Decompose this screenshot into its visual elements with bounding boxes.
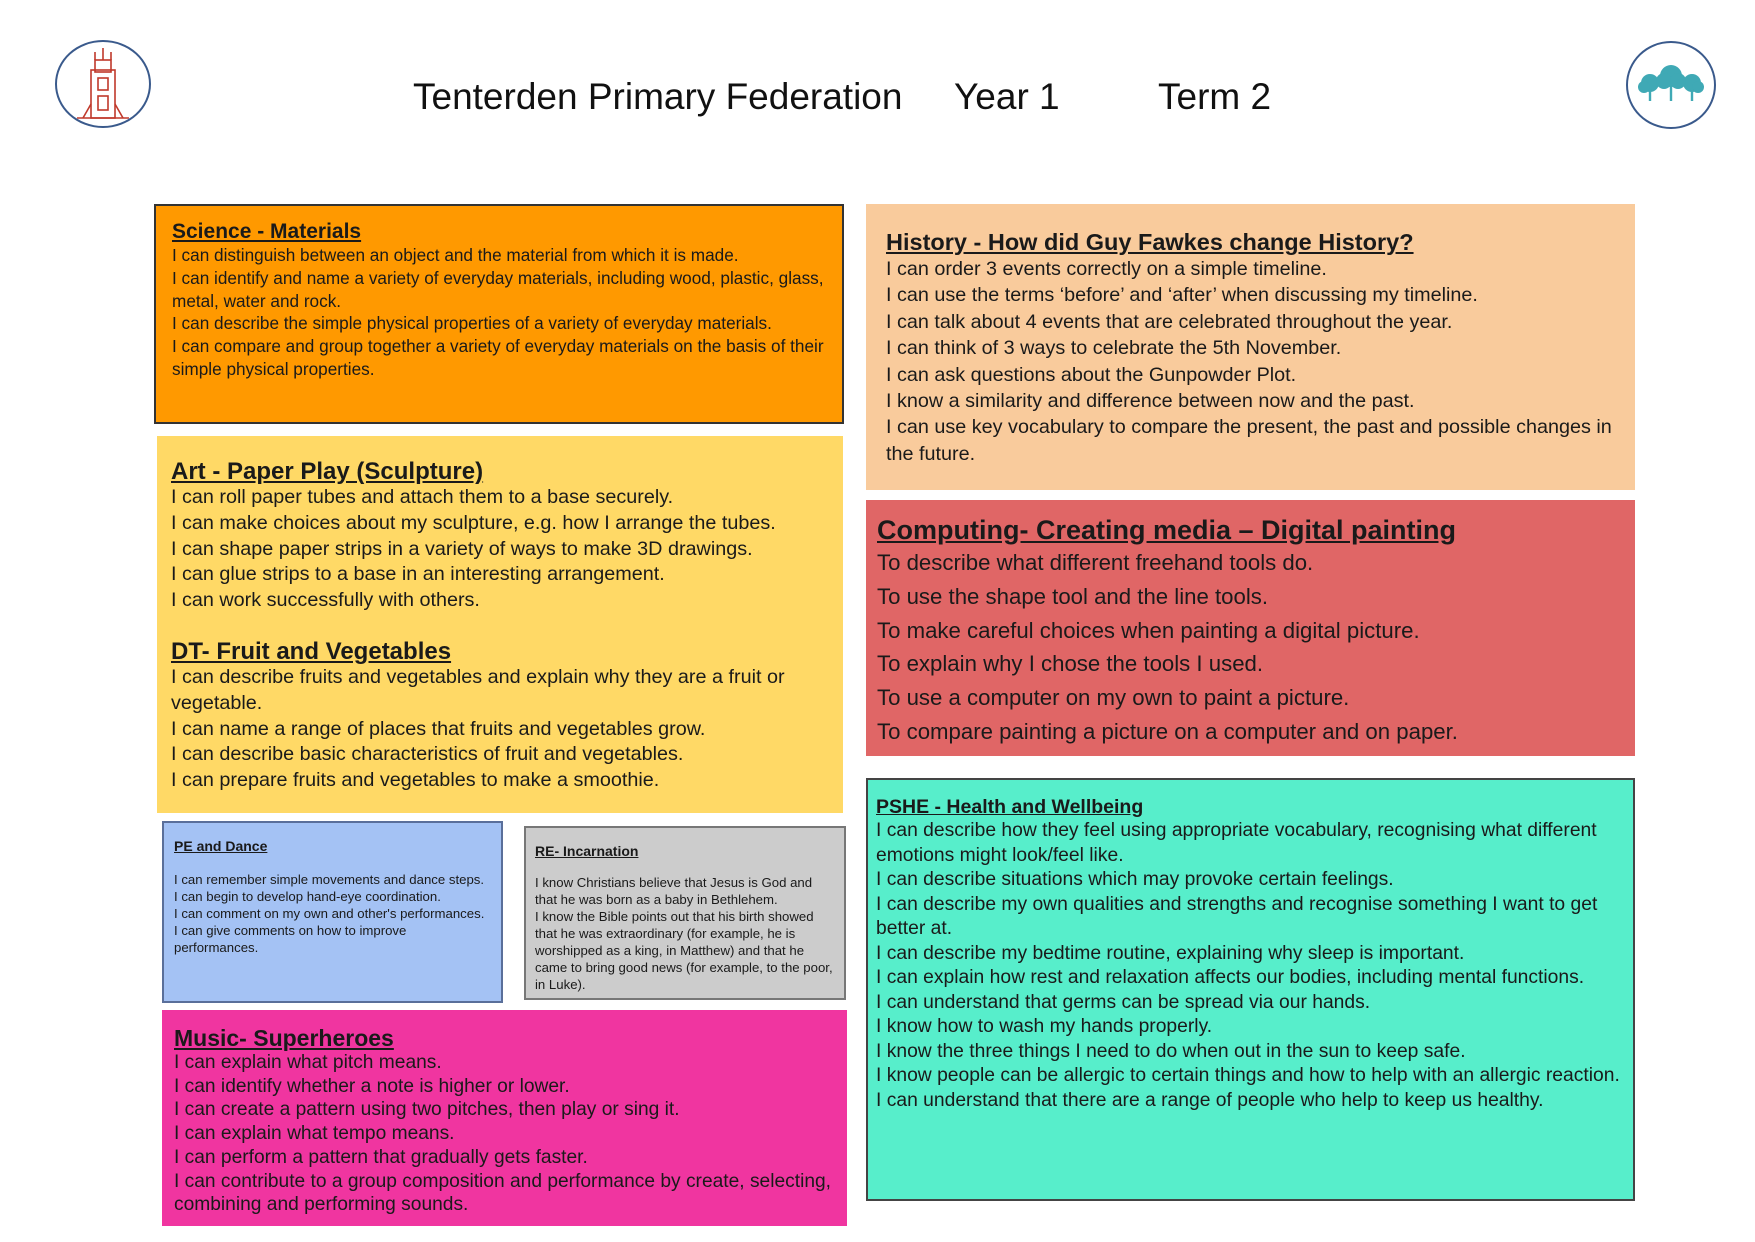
music-box	[162, 1010, 847, 1226]
list-item: I know how to wash my hands properly.	[876, 1016, 1213, 1037]
list-item: I can identify whether a note is higher or lower.	[174, 1075, 570, 1097]
art-list	[171, 485, 829, 614]
computing-list	[877, 546, 1624, 749]
list-item: I know people can be allergic to certain things and how to help with an allergic reaction.	[876, 1065, 1620, 1086]
list-item: To explain why I chose the tools I used.	[877, 651, 1264, 677]
dt-title: DT- Fruit and Vegetables	[171, 637, 452, 665]
list-item: I can distinguish between an object and the material from which it is made.	[172, 245, 739, 265]
list-item: To make careful choices when painting a digital picture.	[877, 617, 1420, 643]
list-item: I can order 3 events correctly on a simple timeline.	[886, 258, 1327, 280]
list-item: I can understand that germs can be spread via our hands.	[876, 991, 1371, 1013]
term-label: Term 2	[1158, 76, 1272, 117]
list-item: I can ask questions about the Gunpowder Plot.	[886, 363, 1297, 386]
list-item: I can contribute to a group composition and performance by create, selecting, combining and performing sounds.	[174, 1170, 832, 1216]
list-item: I can describe the simple physical properties of a variety of everyday materials.	[172, 313, 772, 334]
list-item: To describe what different freehand tools do.	[877, 550, 1314, 575]
list-item: I can use the terms ‘before’ and ‘after’ when discussing my timeline.	[886, 284, 1478, 307]
list-item: I can name a range of places that fruits and vegetables grow.	[171, 717, 706, 740]
list-item: I can describe basic characteristics of fruit and vegetables.	[171, 743, 684, 766]
list-item: I can give comments on how to improve performances.	[174, 923, 407, 955]
re-box	[524, 826, 846, 1000]
music-title: Music- Superheroes	[174, 1025, 394, 1051]
list-item: To use a computer on my own to paint a picture.	[877, 685, 1350, 711]
church-tower-logo	[55, 40, 151, 128]
science-list	[172, 244, 826, 381]
list-item: I can describe how they feel using appropriate vocabulary, recognising what different emotions might look/feel like.	[876, 820, 1597, 866]
pe-box	[162, 821, 503, 1003]
list-item: I can identify and name a variety of everyday materials, including wood, plastic, glass, metal, water and rock.	[172, 267, 824, 311]
list-item: I can describe my bedtime routine, explaining why sleep is important.	[876, 942, 1465, 964]
list-item: I can shape paper strips in a variety of ways to make 3D drawings.	[171, 537, 753, 560]
school-name: Tenterden Primary Federation	[413, 76, 903, 117]
list-item: I can make choices about my sculpture, e.g. how I arrange the tubes.	[171, 511, 776, 534]
list-item: I can explain how rest and relaxation affects our bodies, including mental functions.	[876, 967, 1585, 988]
list-item: I can talk about 4 events that are celebrated throughout the year.	[886, 310, 1453, 333]
dt-list	[171, 665, 829, 794]
list-item: I can roll paper tubes and attach them to a base securely.	[171, 486, 674, 508]
art-title: Art - Paper Play (Sculpture)	[171, 458, 484, 485]
list-item: I can describe situations which may provoke certain feelings.	[876, 869, 1394, 890]
pshe-title: PSHE - Health and Wellbeing	[876, 796, 1144, 818]
list-item: I can comment on my own and other's performances.	[174, 906, 485, 921]
list-item: I know the Bible points out that his birth showed that he was extraordinary (for example, he is worshipped as a king, in Matthew) and that he came to bring good news (for example, to the poor, in Luke).	[535, 909, 833, 992]
list-item: I can think of 3 ways to celebrate the 5th November.	[886, 337, 1342, 360]
science-box	[154, 204, 844, 424]
list-item: I can describe my own qualities and strengths and recognise something I want to get better at.	[876, 893, 1598, 939]
list-item: I can explain what tempo means.	[174, 1123, 455, 1145]
re-list	[535, 874, 835, 993]
year-label: Year 1	[954, 76, 1060, 117]
history-title: History - How did Guy Fawkes change History?	[886, 229, 1414, 255]
list-item: I know Christians believe that Jesus is God and that he was born as a baby in Bethlehem.	[535, 875, 813, 907]
history-box	[866, 204, 1635, 490]
list-item: I know the three things I need to do when out in the sun to keep safe.	[876, 1040, 1466, 1062]
pshe-box	[866, 778, 1635, 1201]
list-item: I can compare and group together a variety of everyday materials on the basis of their simple physical properties.	[172, 336, 824, 379]
list-item: I can explain what pitch means.	[174, 1052, 442, 1073]
list-item: I can use key vocabulary to compare the present, the past and possible changes in the future.	[886, 416, 1612, 465]
list-item: I can understand that there are a range of people who help to keep us healthy.	[876, 1089, 1544, 1111]
list-item: I can glue strips to a base in an interesting arrangement.	[171, 563, 665, 586]
list-item: I can describe fruits and vegetables and explain why they are a fruit or vegetable.	[171, 665, 785, 714]
list-item: I can work successfully with others.	[171, 589, 480, 612]
computing-box	[866, 500, 1635, 756]
list-item: To compare painting a picture on a computer and on paper.	[877, 718, 1458, 744]
list-item: I can create a pattern using two pitches, then play or sing it.	[174, 1099, 680, 1121]
list-item: I can perform a pattern that gradually gets faster.	[174, 1146, 588, 1168]
pshe-list	[876, 819, 1625, 1113]
computing-title: Computing- Creating media – Digital painting	[877, 515, 1457, 545]
list-item: I can begin to develop hand-eye coordination.	[174, 889, 441, 904]
science-title: Science - Materials	[172, 220, 362, 243]
trees-logo	[1626, 41, 1716, 129]
history-list	[886, 256, 1615, 467]
list-item: I can remember simple movements and dance steps.	[174, 872, 485, 887]
list-item: I know a similarity and difference between now and the past.	[886, 390, 1415, 413]
music-list	[174, 1051, 835, 1217]
re-title: RE- Incarnation	[535, 843, 639, 859]
list-item: To use the shape tool and the line tools.	[877, 583, 1269, 609]
pe-title: PE and Dance	[174, 838, 268, 854]
art-dt-box	[157, 436, 843, 813]
pe-list	[174, 871, 491, 956]
list-item: I can prepare fruits and vegetables to make a smoothie.	[171, 769, 660, 792]
